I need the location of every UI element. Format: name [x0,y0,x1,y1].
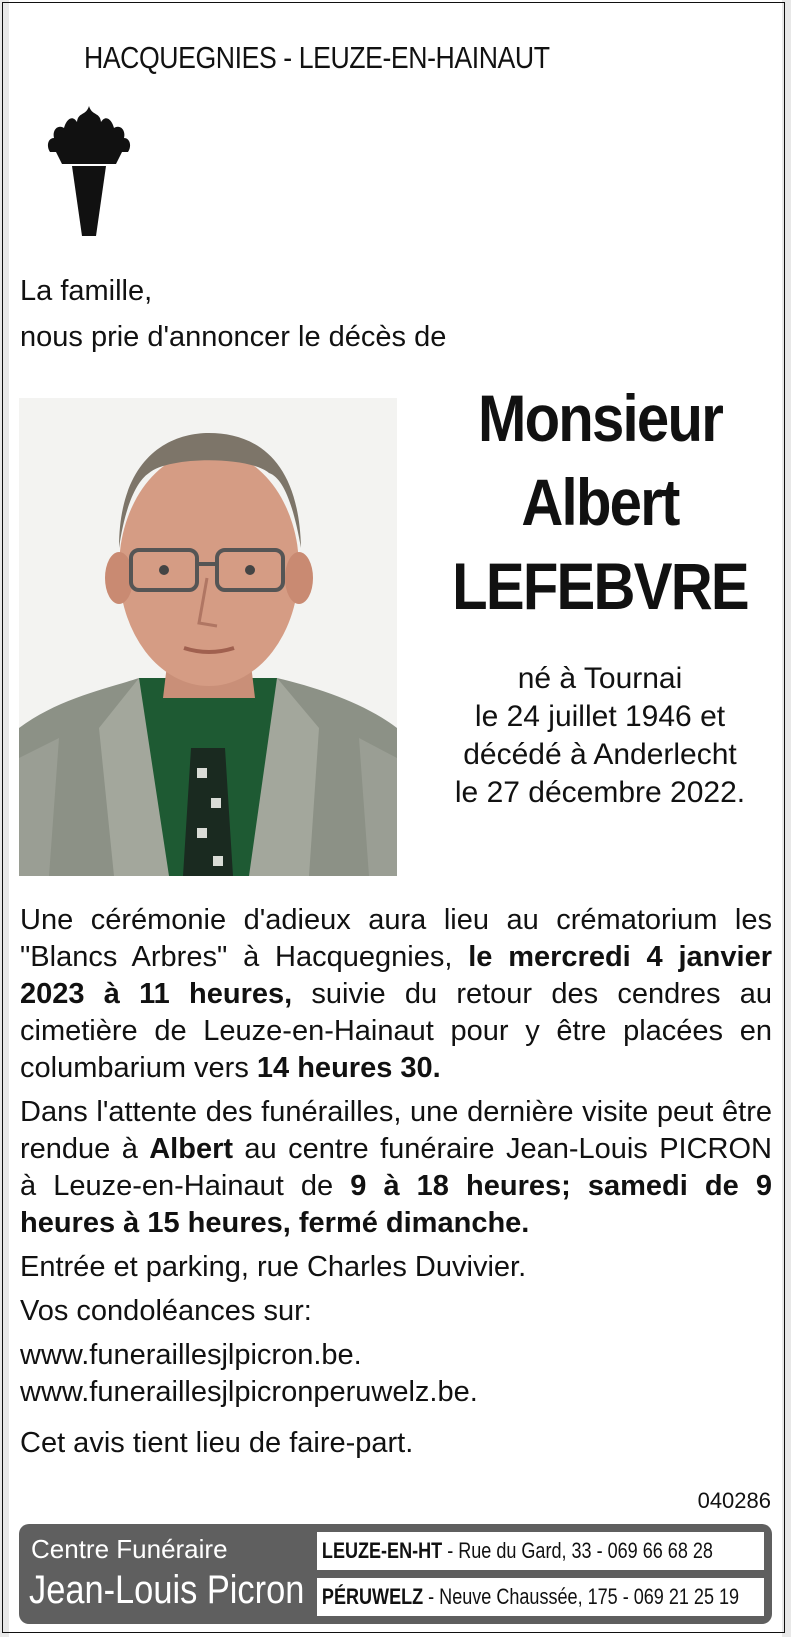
location-1-detail: - Rue du Gard, 33 - 069 66 68 28 [442,1538,713,1563]
location-2-detail: - Neuve Chaussée, 175 - 069 21 25 19 [423,1584,740,1609]
columbarium-time: 14 heures 30. [256,1052,441,1084]
location-2-city: PÉRUWELZ [321,1584,424,1609]
visit-text-c: au centre funéraire Jean-Louis PICRON à Leuze-en-Hainaut de [20,1133,772,1202]
closing-note: Cet avis tient lieu de faire-part. [20,1427,414,1459]
footer-brand-line-1: Centre Funéraire [31,1534,228,1564]
condolences-link-2[interactable]: www.funeraillesjlpicronperuwelz.be. [20,1376,478,1408]
visit-name: Albert [149,1133,234,1165]
birth-date: le 24 juillet 1946 et [474,700,726,733]
intro-line-2: nous prie d'annoncer le décès de [20,321,447,353]
birth-place: né à Tournai [517,662,683,695]
torch-icon [44,104,134,244]
condolences-label: Vos condoléances sur: [20,1295,312,1327]
location-1-city: LEUZE-EN-HT [321,1538,443,1563]
birth-death-dates [420,660,780,812]
portrait-photo [19,398,397,876]
deceased-name [420,376,780,628]
ceremony-text-a: Une cérémonie d'adieux aura lieu au crématorium les "Blancs Arbres" à Hacquegnies, [20,904,772,973]
location-header: HACQUEGNIES - LEUZE-EN-HAINAUT [84,40,550,75]
footer-location-2 [317,1578,764,1616]
death-place: décédé à Anderlecht [463,738,737,771]
condolences-link-1[interactable]: www.funeraillesjlpicron.be. [20,1339,362,1371]
ceremony-date-time: le mercredi 4 janvier 2023 à 11 heures, [20,941,772,1010]
parking-info: Entrée et parking, rue Charles Duvivier. [20,1251,527,1283]
reference-number: 040286 [697,1488,771,1513]
name-title: Monsieur [477,381,723,455]
name-first: Albert [521,465,679,539]
intro-text [20,268,446,360]
ceremony-details [20,902,772,1462]
intro-line-1: La famille, [20,275,153,307]
footer-brand-line-2: Jean-Louis Picron [29,1568,305,1612]
funeral-home-footer [19,1524,772,1624]
footer-location-1 [317,1532,764,1570]
name-last: LEFEBVRE [452,549,748,623]
death-date: le 27 décembre 2022. [454,776,746,809]
ceremony-paragraph [20,902,772,1087]
ceremony-text-c: suivie du retour des cendres au cimetière de Leuze-en-Hainaut pour y être placées en columbarium vers [20,978,772,1084]
visit-hours: 9 à 18 heures; samedi de 9 heures à 15 heures, fermé dimanche. [20,1170,772,1239]
visit-paragraph [20,1094,772,1242]
visit-text-a: Dans l'attente des funérailles, une dernière visite peut être rendue à [20,1096,772,1165]
